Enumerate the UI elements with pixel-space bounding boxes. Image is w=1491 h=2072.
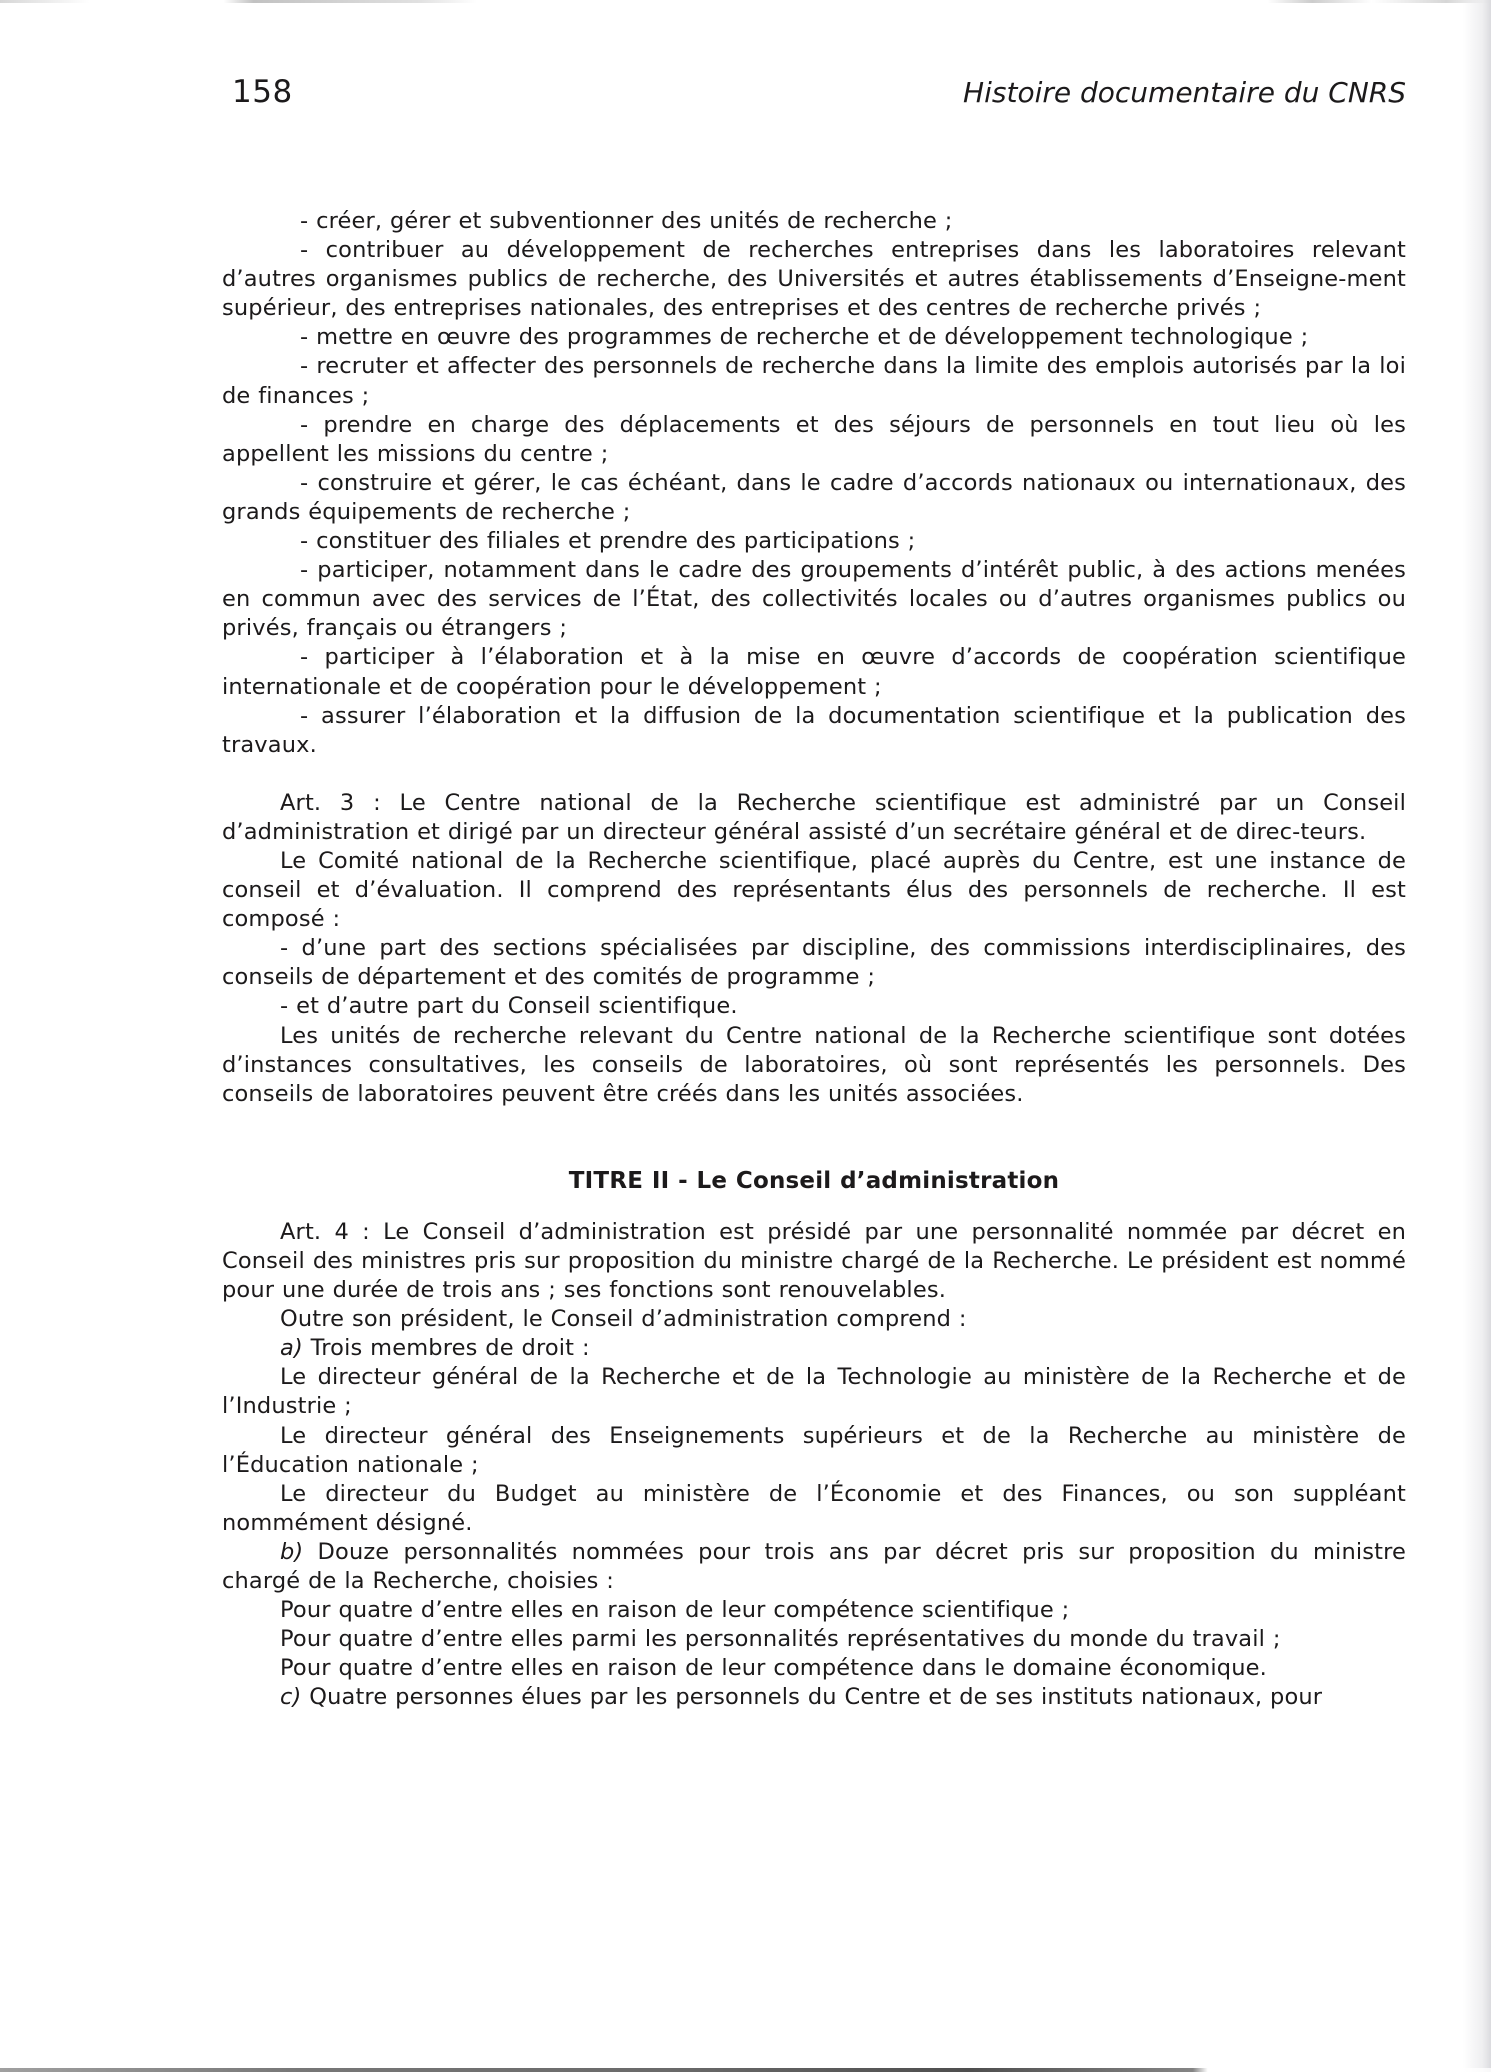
art4-item-a — [222, 1334, 1406, 1363]
item-c-label: c) — [280, 1684, 302, 1711]
page-body — [222, 207, 1406, 1713]
list-item: - recruter et affecter des personnels de recherche dans la limite des emplois autorisés par la loi de finances ; — [222, 353, 1406, 409]
item-a-text: Trois membres de droit : — [302, 1335, 590, 1362]
list-item: - constituer des filiales et prendre des participations ; — [300, 528, 916, 555]
list-item: - créer, gérer et subventionner des unités de recherche ; — [300, 208, 953, 234]
list-item: - contribuer au développement de recherches entreprises dans les laboratoires relevant d’autres organismes publics de recherche, des Universités et autres établissements d’Enseigne-ment supérieur, des entreprises nationales, des entreprises et des centres de recherche privés ; — [222, 237, 1406, 322]
scan-edge-right — [1463, 0, 1491, 2072]
item-a-label: a) — [280, 1335, 303, 1362]
art3-paragraph-1: Art. 3 : Le Centre national de la Recherche scientifique est administré par un Conseil d’administration et dirigé par un directeur général assisté d’un secrétaire général et de direc-teurs. — [222, 789, 1406, 845]
list-item: - assurer l’élaboration et la diffusion de la documentation scientifique et la publication des travaux. — [222, 702, 1406, 758]
list-item: - construire et gérer, le cas échéant, dans le cadre d’accords nationaux ou internationaux, des grands équipements de recherche ; — [222, 469, 1406, 525]
art4-a-member-1: Le directeur général de la Recherche et de la Technologie au ministère de la Recherche et de l’Industrie ; — [222, 1364, 1406, 1420]
article-3 — [222, 789, 1406, 1109]
art4-a-member-2: Le directeur général des Enseignements supérieurs et de la Recherche au ministère de l’Éducation nationale ; — [222, 1422, 1406, 1478]
art3-list-item-2: - et d’autre part du Conseil scientifique. — [280, 993, 738, 1020]
art3-list-item-1: - d’une part des sections spécialisées par discipline, des commissions interdisciplinaires, des conseils de département et des comités de programme ; — [222, 935, 1406, 991]
art4-item-c — [222, 1683, 1406, 1712]
art4-b-choice-1: Pour quatre d’entre elles en raison de leur compétence scientifique ; — [280, 1597, 1070, 1624]
item-b-text: Douze personnalités nommées pour trois ans par décret pris sur proposition du ministre chargé de la Recherche, choisies : — [222, 1538, 1406, 1595]
art4-paragraph-1: Art. 4 : Le Conseil d’administration est présidé par une personnalité nommée par décret en Conseil des ministres pris sur proposition du ministre chargé de la Recherche. Le président est nommé pour une durée de trois ans ; ses fonctions sont renouvelables. — [222, 1218, 1406, 1304]
item-b-label: b) — [280, 1538, 304, 1565]
scan-edge-bottom — [0, 2068, 1491, 2072]
art4-item-b — [222, 1538, 1406, 1596]
paragraph-gap — [222, 760, 1406, 789]
art3-paragraph-2: Le Comité national de la Recherche scientifique, placé auprès du Centre, est une instance de conseil et d’évaluation. Il comprend des représentants élus des personnels de recherche. Il est composé : — [222, 847, 1406, 933]
scan-edge-top — [0, 0, 1491, 3]
list-item: - prendre en charge des déplacements et des séjours de personnels en tout lieu où les appellent les missions du centre ; — [222, 411, 1406, 467]
art2-missions-list — [222, 207, 1406, 760]
running-title: Histoire documentaire du CNRS — [963, 76, 1406, 109]
art4-paragraph-2: Outre son président, le Conseil d’administration comprend : — [280, 1306, 967, 1333]
page-number: 158 — [232, 74, 293, 110]
list-item: - participer à l’élaboration et à la mise en œuvre d’accords de coopération scientifique internationale et de coopération pour le développement ; — [222, 644, 1406, 700]
art4-b-choice-2: Pour quatre d’entre elles parmi les personnalités représentatives du monde du travail ; — [280, 1626, 1281, 1653]
art4-a-member-3: Le directeur du Budget au ministère de l’Économie et des Finances, ou son suppléant nommément désigné. — [222, 1480, 1406, 1536]
art4-b-choice-3: Pour quatre d’entre elles en raison de leur compétence dans le domaine économique. — [280, 1655, 1267, 1682]
section-heading: TITRE II - Le Conseil d’administration — [568, 1167, 1060, 1194]
article-4 — [222, 1218, 1406, 1713]
list-item: - participer, notamment dans le cadre des groupements d’intérêt public, à des actions menées en commun avec des services de l’État, des collectivités locales ou d’autres organismes publics ou privés, français ou étrangers ; — [222, 557, 1406, 642]
heading-gap — [222, 1196, 1406, 1218]
section-gap — [222, 1109, 1406, 1167]
art3-paragraph-3: Les unités de recherche relevant du Centre national de la Recherche scientifique sont dotées d’instances consultatives, les conseils de laboratoires, où sont représentés les personnels. Des conseils de laboratoires peuvent être créés dans les unités associées. — [222, 1022, 1406, 1107]
item-c-text: Quatre personnes élues par les personnels du Centre et de ses instituts nationaux, pour — [301, 1684, 1323, 1711]
list-item: - mettre en œuvre des programmes de recherche et de développement technologique ; — [300, 324, 1309, 351]
page-header — [232, 74, 1406, 114]
